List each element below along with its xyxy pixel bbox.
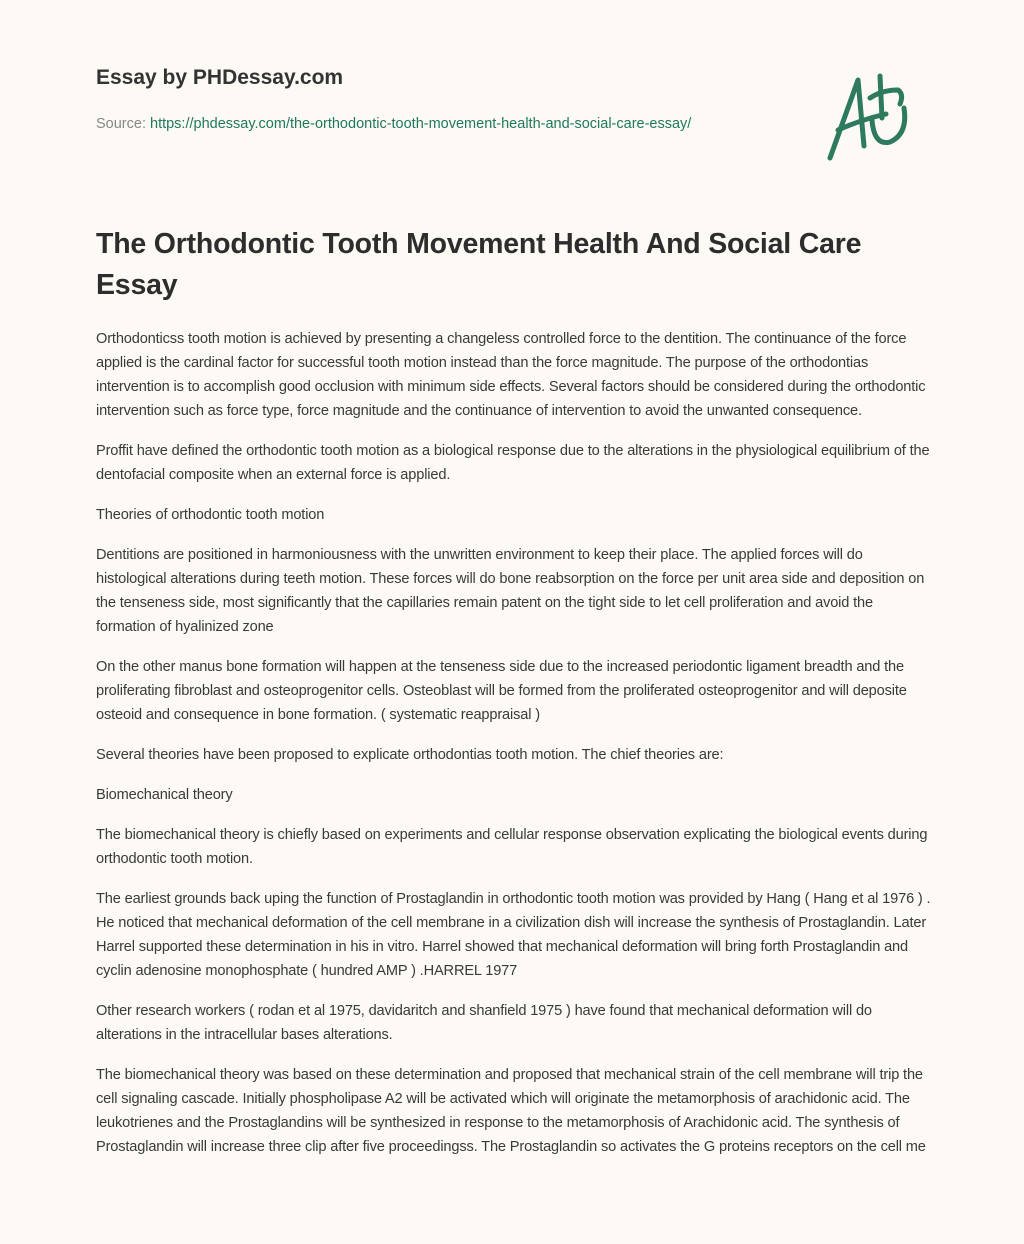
- paragraph: Several theories have been proposed to explicate orthodontias tooth motion. The chief theories are:: [96, 747, 724, 763]
- source-line: [96, 112, 776, 136]
- source-link[interactable]: https://phdessay.com/the-orthodontic-tooth-movement-health-and-social-care-essay/: [150, 116, 692, 132]
- paragraph: The biomechanical theory was based on these determination and proposed that mechanical strain of the cell membrane will trip the cell signaling cascade. Initially phospholipase A2 will be activated which will originate the metamorphosis of arachidonic acid. The leukotrienes and the Prostaglandins will be synthesized in response to the metamorphosis of Arachidonic acid. The synthesis of Prostaglandin will increase three clip after five proceedingss. The Prostaglandin so activates the G proteins receptors on the cell me: [96, 1067, 926, 1155]
- site-brand: Essay by PHDessay.com: [96, 66, 344, 89]
- paragraph: Other research workers ( rodan et al 1975, davidaritch and shanfield 1975 ) have found that mechanical deformation will do alterations in the intracellular bases alterations.: [96, 1003, 872, 1043]
- paragraph: Proffit have defined the orthodontic tooth motion as a biological response due to the alterations in the physiological equilibrium of the dentofacial composite when an external force is applied.: [96, 443, 930, 483]
- page-title: The Orthodontic Tooth Movement Health And Social Care Essay: [96, 228, 862, 301]
- paragraph: The biomechanical theory is chiefly based on experiments and cellular response observation explicating the biological events during orthodontic tooth motion.: [96, 827, 928, 867]
- section-heading: Biomechanical theory: [96, 787, 233, 803]
- paragraph: Orthodonticss tooth motion is achieved by presenting a changeless controlled force to the dentition. The continuance of the force applied is the cardinal factor for successful tooth motion instead than the force magnitude. The purpose of the orthodontias intervention is to accomplish good occlusion with minimum side effects. Several factors should be considered during the orthodontic intervention such as force type, force magnitude and the continuance of intervention to avoid the unwanted consequence.: [96, 331, 926, 419]
- paragraph: The earliest grounds back uping the function of Prostaglandin in orthodontic tooth motion was provided by Hang ( Hang et al 1976 ) . He noticed that mechanical deformation of the cell membrane in a civilization dish will increase the synthesis of Prostaglandin. Later Harrel supported these determination in his in vitro. Harrel showed that mechanical deformation will bring forth Prostaglandin and cyclin adenosine monophosphate ( hundred AMP ) .HARREL 1977: [96, 891, 931, 979]
- paragraph: On the other manus bone formation will happen at the tenseness side due to the increased periodontic ligament breadth and the proliferating fibroblast and osteoprogenitor cells. Osteoblast will be formed from the proliferated osteoprogenitor and will deposite osteoid and consequence in bone formation. ( systematic reappraisal ): [96, 659, 907, 723]
- essay-body: [96, 327, 932, 1175]
- a-plus-logo-icon: [820, 68, 930, 164]
- section-heading: Theories of orthodontic tooth motion: [96, 507, 325, 523]
- paragraph: Dentitions are positioned in harmoniousness with the unwritten environment to keep their place. The applied forces will do histological alterations during teeth motion. These forces will do bone reabsorption on the force per unit area side and deposition on the tenseness side, most significantly that the capillaries remain patent on the tight side to let cell proliferation and avoid the formation of hyalinized zone: [96, 547, 925, 635]
- source-label: Source:: [96, 116, 150, 132]
